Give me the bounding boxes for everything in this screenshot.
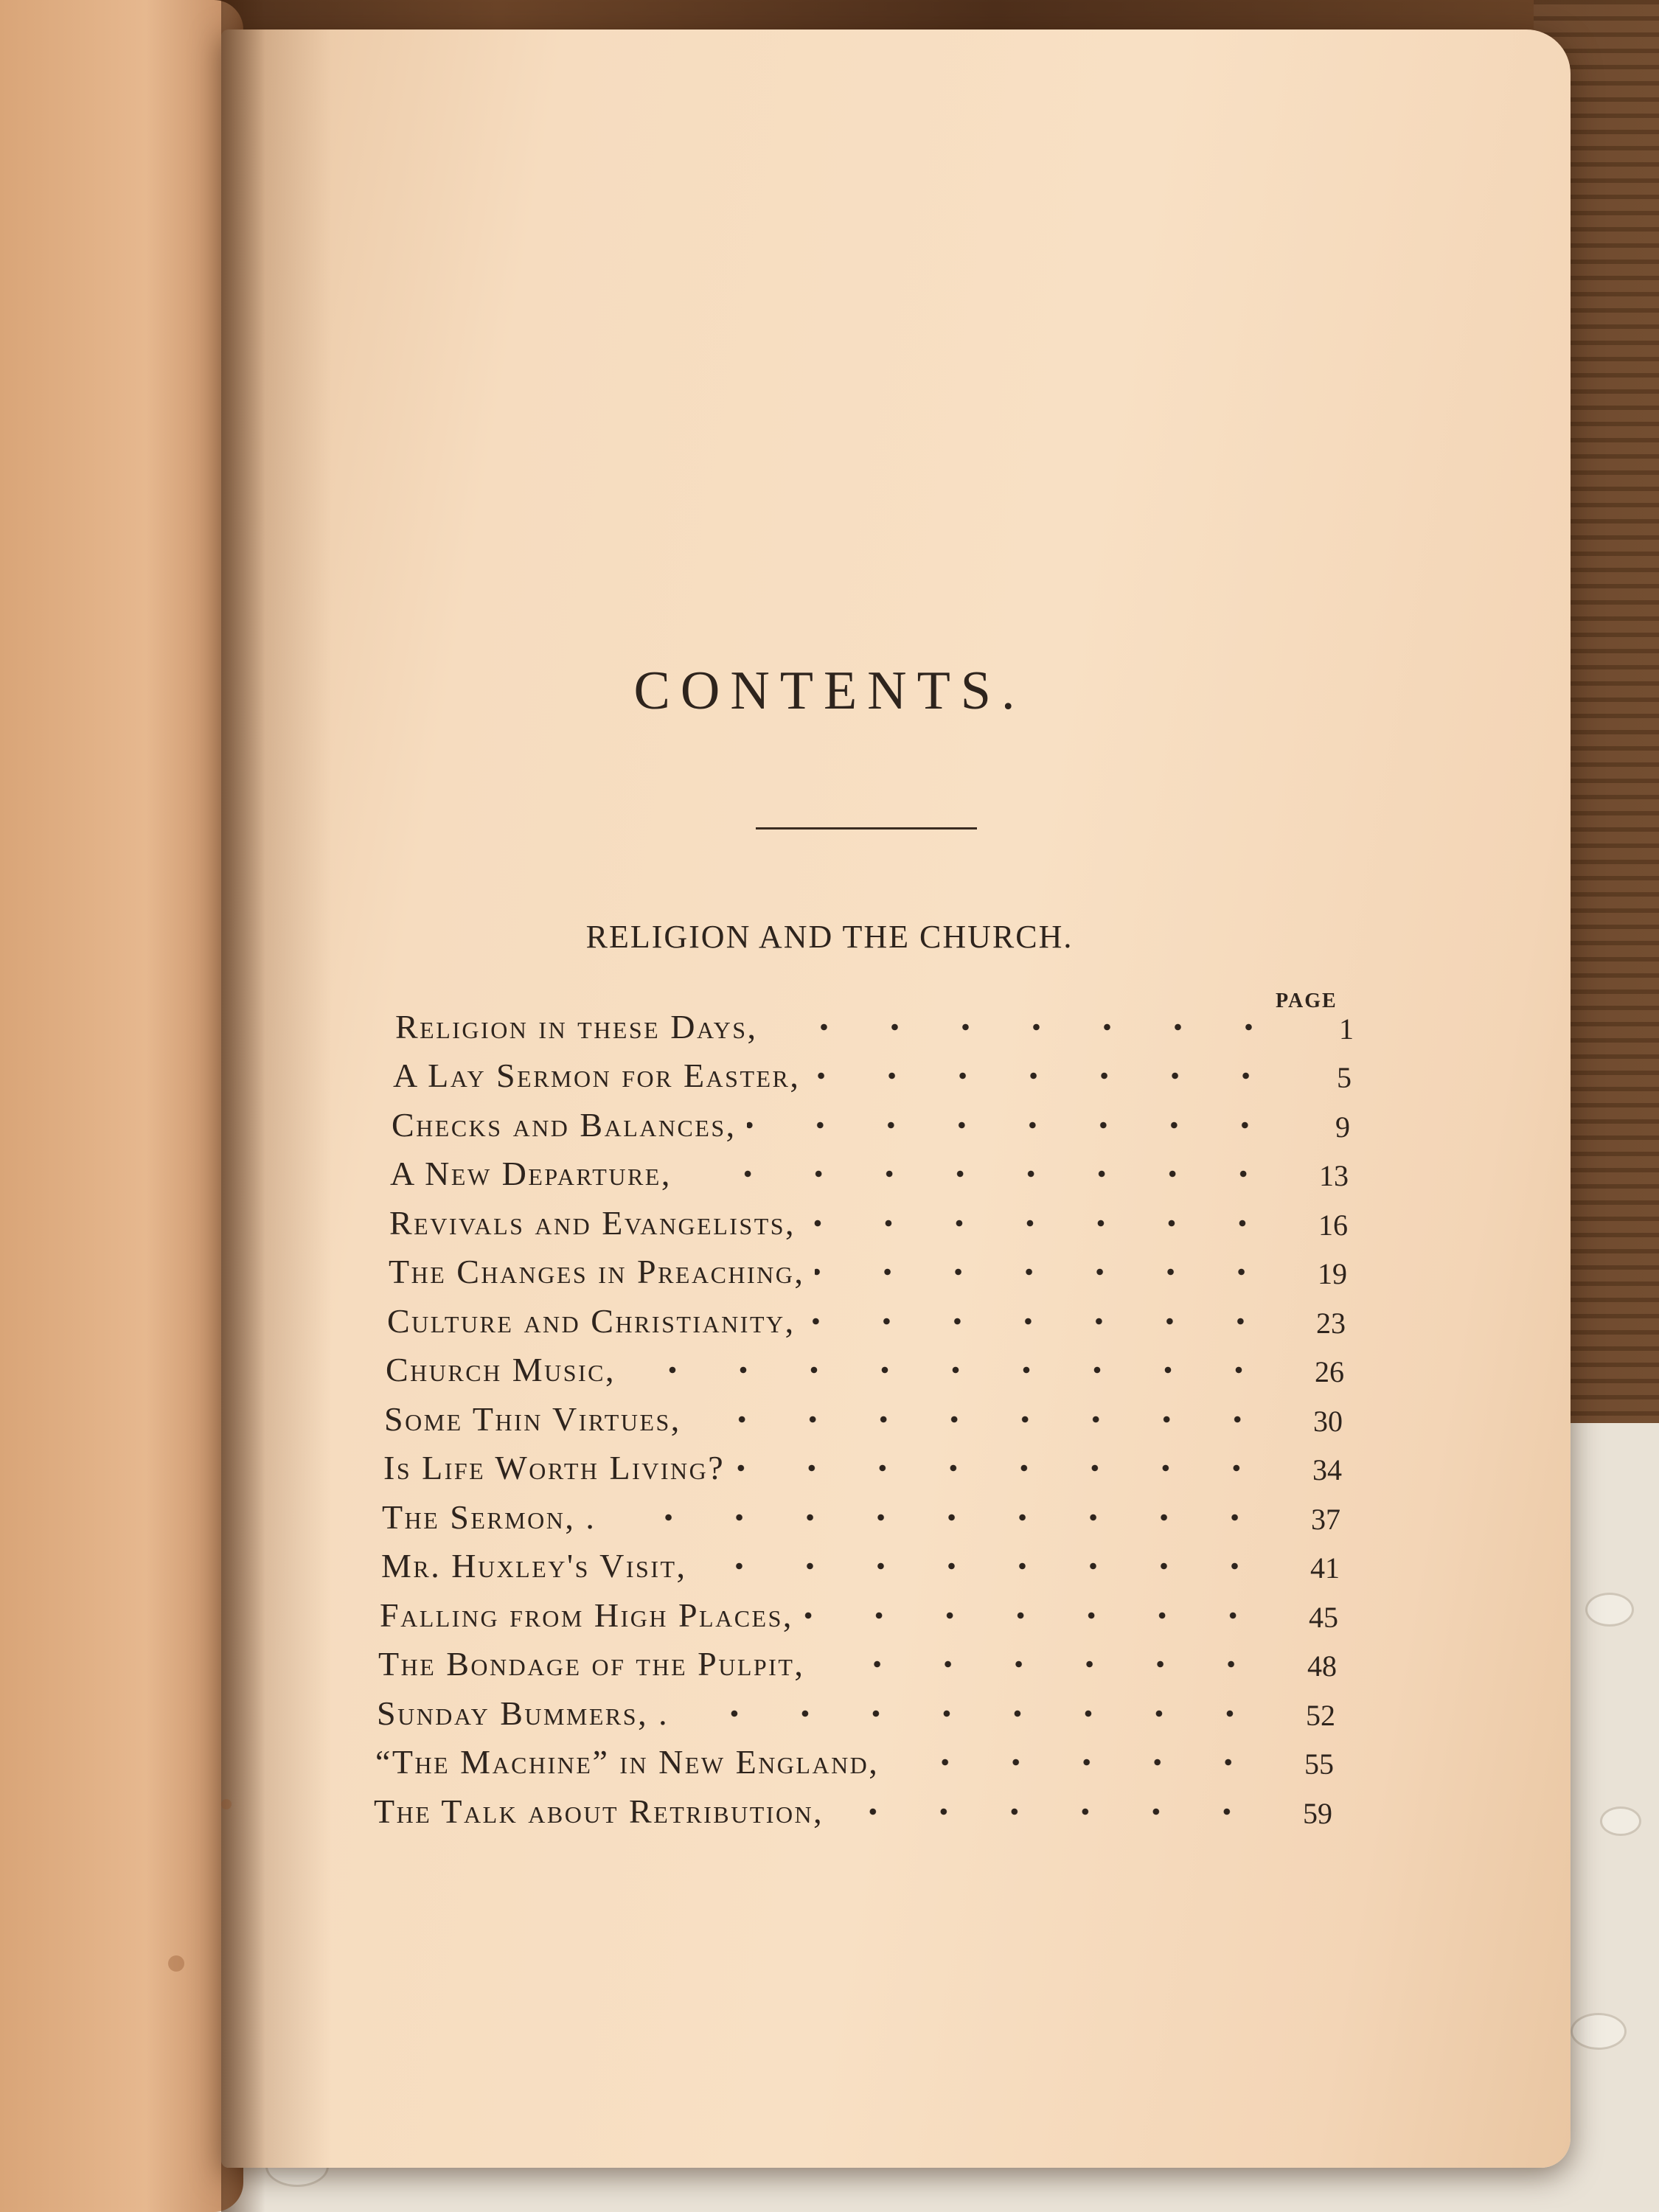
toc-entry bbox=[390, 1144, 1349, 1194]
leader-dots bbox=[834, 1797, 1262, 1826]
leader-dots bbox=[747, 1110, 1280, 1140]
toc-entry-title: Sunday Bummers, . bbox=[377, 1694, 669, 1732]
leader-dots bbox=[815, 1649, 1267, 1679]
leader-dots bbox=[804, 1601, 1268, 1630]
toc-entry-page: 41 bbox=[1310, 1551, 1340, 1585]
toc-entry-title: Falling from High Places, bbox=[380, 1596, 793, 1634]
toc-entry-page: 26 bbox=[1315, 1355, 1344, 1388]
toc-entry-title: Some Thin Virtues, bbox=[384, 1399, 681, 1438]
toc-entry-title: Checks and Balances, bbox=[392, 1105, 737, 1144]
toc-entry bbox=[387, 1291, 1346, 1340]
toc-entry-page: 13 bbox=[1319, 1159, 1349, 1192]
toc-entry bbox=[395, 997, 1354, 1046]
toc-entry-title: The Bondage of the Pulpit, bbox=[378, 1645, 805, 1683]
toc-entry-title: Revivals and Evangelists, bbox=[389, 1203, 796, 1242]
lace-hole bbox=[1600, 1806, 1641, 1836]
toc-entry bbox=[383, 1439, 1342, 1488]
leader-dots bbox=[626, 1355, 1274, 1385]
toc-entry-page: 48 bbox=[1307, 1649, 1337, 1683]
table-of-contents bbox=[374, 997, 1354, 1831]
toc-entry-title: Culture and Christianity, bbox=[387, 1301, 796, 1340]
leader-dots bbox=[815, 1257, 1277, 1287]
toc-entry-title: Mr. Huxley's Visit, bbox=[381, 1547, 687, 1585]
toc-entry bbox=[378, 1635, 1337, 1684]
toc-entry-title: “The Machine” in New England, bbox=[375, 1743, 880, 1781]
toc-entry bbox=[393, 1046, 1352, 1096]
toc-entry-title: The Talk about Retribution, bbox=[374, 1792, 824, 1830]
foxing-spot bbox=[221, 1799, 232, 1809]
leader-dots bbox=[806, 1208, 1278, 1238]
toc-entry bbox=[375, 1733, 1334, 1782]
toc-entry bbox=[374, 1781, 1332, 1831]
lace-hole bbox=[1585, 1593, 1634, 1627]
toc-entry-title: A Lay Sermon for Easter, bbox=[393, 1057, 801, 1094]
binding-shadow bbox=[221, 0, 265, 2212]
toc-entry-page: 55 bbox=[1304, 1747, 1334, 1781]
toc-entry-title: A New Departure, bbox=[390, 1155, 672, 1192]
page-column-label: PAGE bbox=[1276, 990, 1338, 1012]
leader-dots bbox=[698, 1551, 1270, 1581]
title-rule-divider bbox=[756, 827, 977, 830]
leader-dots bbox=[768, 1012, 1284, 1042]
toc-entry-page: 5 bbox=[1337, 1061, 1352, 1094]
leader-dots bbox=[606, 1503, 1270, 1532]
page-title: CONTENTS. bbox=[633, 661, 1026, 721]
lace-hole bbox=[1571, 2013, 1627, 2050]
toc-entry-page: 34 bbox=[1312, 1453, 1342, 1486]
toc-entry-page: 30 bbox=[1313, 1404, 1343, 1438]
left-facing-page bbox=[0, 0, 243, 2212]
leader-dots bbox=[806, 1307, 1276, 1336]
toc-entry bbox=[382, 1487, 1340, 1537]
toc-entry-title: Religion in these Days, bbox=[395, 1007, 758, 1046]
toc-entry-page: 37 bbox=[1311, 1502, 1340, 1536]
toc-entry bbox=[384, 1389, 1343, 1439]
leader-dots bbox=[810, 1061, 1281, 1091]
toc-entry bbox=[377, 1683, 1335, 1733]
toc-entry-title: The Changes in Preaching, bbox=[389, 1253, 805, 1290]
toc-entry-title: Church Music, bbox=[386, 1351, 616, 1388]
toc-entry-page: 52 bbox=[1306, 1698, 1335, 1732]
toc-entry-title: The Sermon, . bbox=[382, 1498, 597, 1536]
toc-entry-page: 9 bbox=[1335, 1110, 1350, 1144]
toc-entry bbox=[386, 1340, 1344, 1390]
leader-dots bbox=[679, 1699, 1265, 1728]
leader-dots bbox=[735, 1453, 1272, 1483]
toc-entry bbox=[380, 1585, 1338, 1635]
toc-entry-page: 16 bbox=[1318, 1208, 1348, 1242]
section-heading: RELIGION AND THE CHURCH. bbox=[585, 919, 1074, 955]
leader-dots bbox=[682, 1159, 1279, 1189]
toc-entry bbox=[389, 1242, 1347, 1292]
toc-entry bbox=[389, 1193, 1348, 1242]
toc-entry-page: 23 bbox=[1316, 1306, 1346, 1340]
toc-entry-page: 59 bbox=[1303, 1796, 1332, 1830]
foxing-spot bbox=[168, 1955, 184, 1972]
leader-dots bbox=[692, 1405, 1273, 1434]
toc-entry bbox=[392, 1095, 1350, 1144]
toc-entry bbox=[381, 1537, 1340, 1586]
toc-entry-page: 1 bbox=[1339, 1012, 1354, 1046]
leader-dots bbox=[889, 1747, 1264, 1777]
toc-entry-page: 45 bbox=[1309, 1600, 1338, 1634]
toc-entry-title: Is Life Worth Living? bbox=[383, 1449, 726, 1486]
toc-entry-page: 19 bbox=[1318, 1257, 1347, 1290]
